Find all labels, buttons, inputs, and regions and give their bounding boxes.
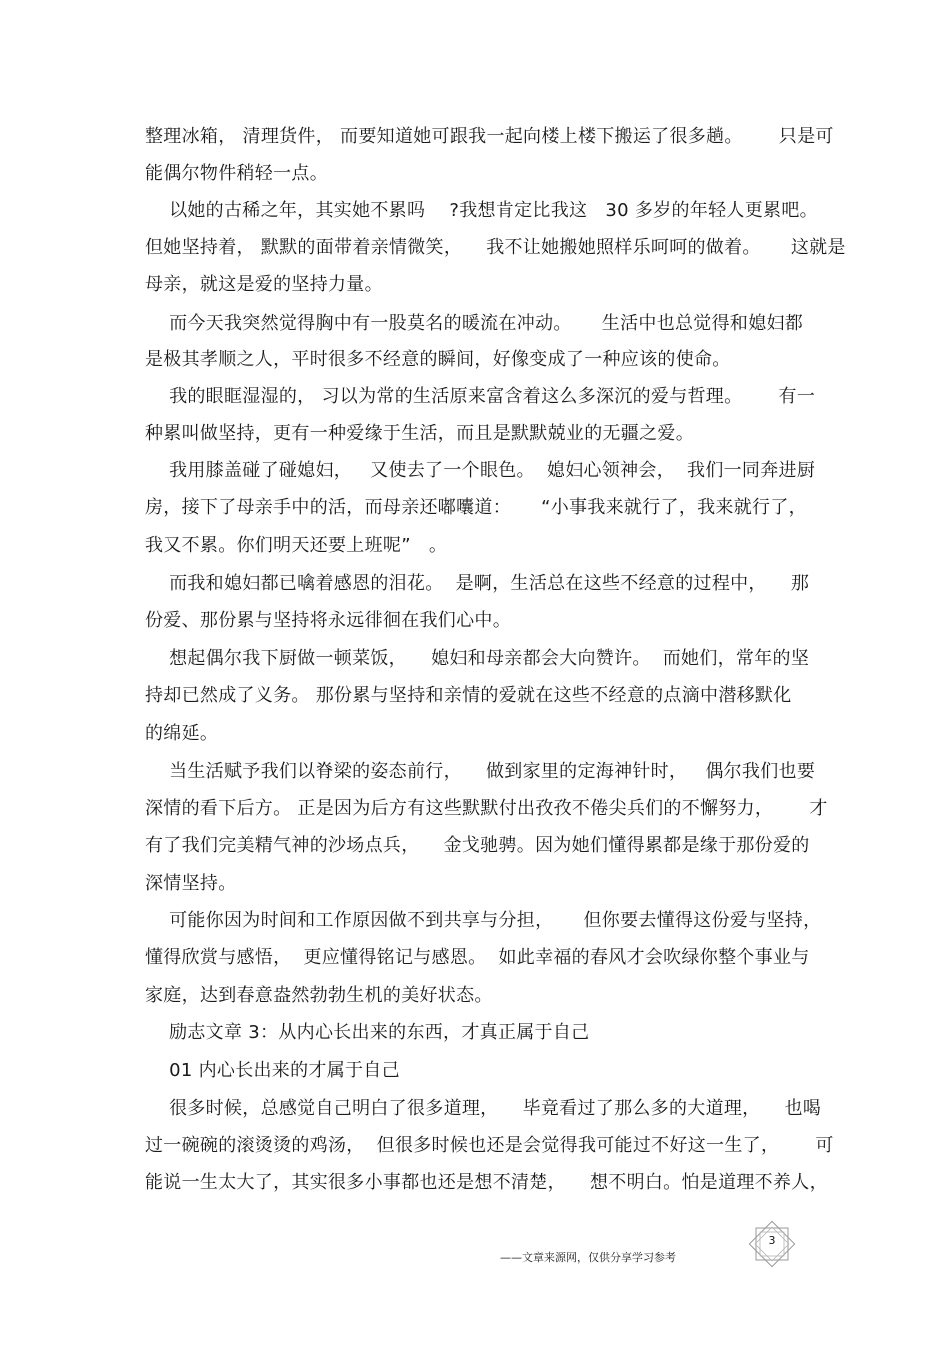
subsection-heading: 01 内心长出来的才属于自己 bbox=[145, 1060, 400, 1081]
text-line: 懂得欣赏与感悟， 更应懂得铭记与感恩。 如此幸福的春风才会吹绿你整个事业与 bbox=[145, 947, 810, 968]
text-line: 但她坚持着， 默默的面带着亲情微笑， 我不让她搬她照样乐呵呵的做着。 这就是 bbox=[145, 237, 846, 258]
text-line: 持却已然成了义务。 那份累与坚持和亲情的爱就在这些不经意的点滴中潜移默化 bbox=[145, 685, 792, 706]
text-line: 可能你因为时间和工作原因做不到共享与分担， 但你要去懂得这份爱与坚持， bbox=[145, 910, 822, 931]
text-line: 份爱、那份累与坚持将永远徘徊在我们心中。 bbox=[145, 610, 511, 631]
text-line: 而今天我突然觉得胸中有一股莫名的暖流在冲动。 生活中也总觉得和媳妇都 bbox=[145, 313, 804, 334]
text-line: 以她的古稀之年，其实她不累吗 ?我想肯定比我这 30 多岁的年轻人更累吧。 bbox=[145, 200, 818, 221]
text-line: 有了我们完美精气神的沙场点兵， 金戈驰骋。因为她们懂得累都是缘于那份爱的 bbox=[145, 835, 810, 856]
text-line: 想起偶尔我下厨做一顿菜饭， 媳妇和母亲都会大向赞许。 而她们，常年的坚 bbox=[145, 648, 810, 669]
text-line: 当生活赋予我们以脊梁的姿态前行， 做到家里的定海神针时， 偶尔我们也要 bbox=[145, 761, 816, 782]
text-line: 家庭，达到春意盎然勃勃生机的美好状态。 bbox=[145, 985, 493, 1006]
source-note: ——文章来源网，仅供分享学习参考 bbox=[500, 1251, 676, 1264]
text-line: 能偶尔物件稍轻一点。 bbox=[145, 163, 328, 184]
text-line: 是极其孝顺之人，平时很多不经意的瞬间，好像变成了一种应该的使命。 bbox=[145, 349, 731, 370]
section-heading: 励志文章 3：从内心长出来的东西，才真正属于自己 bbox=[145, 1022, 590, 1043]
text-line: 深情坚持。 bbox=[145, 873, 237, 894]
text-line: 我的眼眶湿湿的， 习以为常的生活原来富含着这么多深沉的爱与哲理。 有一 bbox=[145, 386, 816, 407]
text-line: 母亲，就这是爱的坚持力量。 bbox=[145, 274, 383, 295]
text-line: 能说一生太大了，其实很多小事都也还是想不清楚， 想不明白。怕是道理不养人， bbox=[145, 1172, 828, 1193]
text-line: 而我和媳妇都已噙着感恩的泪花。 是啊，生活总在这些不经意的过程中， 那 bbox=[145, 573, 810, 594]
text-line: 很多时候，总感觉自己明白了很多道理， 毕竟看过了那么多的大道理， 也喝 bbox=[145, 1098, 822, 1119]
text-line: 我用膝盖碰了碰媳妇， 又使去了一个眼色。 媳妇心领神会， 我们一同奔进厨 bbox=[145, 460, 816, 481]
text-line: 种累叫做坚持，更有一种爱缘于生活，而且是默默兢业的无疆之爱。 bbox=[145, 423, 694, 444]
page-number-badge bbox=[746, 1218, 798, 1270]
page-number: 3 bbox=[768, 1234, 776, 1247]
text-line: 房，接下了母亲手中的活，而母亲还嘟囔道： “小事我来就行了，我来就行了， bbox=[145, 497, 807, 518]
text-line: 的绵延。 bbox=[145, 723, 219, 744]
text-line: 整理冰箱， 清理货件， 而要知道她可跟我一起向楼上楼下搬运了很多趟。 只是可 bbox=[145, 126, 834, 147]
text-line: 过一碗碗的滚烫烫的鸡汤， 但很多时候也还是会觉得我可能过不好这一生了， 可 bbox=[145, 1135, 834, 1156]
text-line: 我又不累。你们明天还要上班呢” 。 bbox=[145, 535, 448, 556]
text-line: 深情的看下后方。 正是因为后方有这些默默付出孜孜不倦尖兵们的不懈努力， 才 bbox=[145, 798, 828, 819]
